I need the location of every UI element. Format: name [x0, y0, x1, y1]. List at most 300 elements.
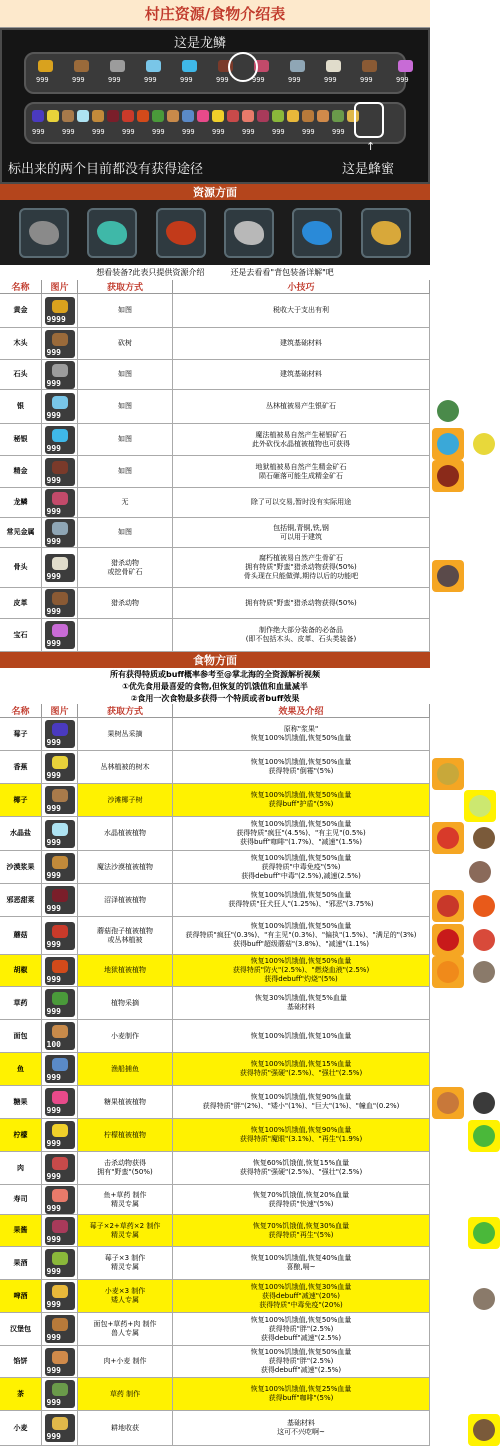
item-sprite — [52, 396, 68, 409]
item-name: 胡椒 — [0, 955, 42, 986]
resource-banner: 资源方面 — [0, 184, 430, 200]
effect-text: 恢复100%饥饿值,恢复50%血量 获得特质"胖"(2.5%) 获得debuff"减速"(2.5%) — [173, 1313, 430, 1345]
item-icon — [45, 786, 75, 814]
food-table-header — [0, 704, 430, 718]
item-image — [42, 884, 78, 916]
effect-icon-column — [430, 0, 500, 1448]
table-row — [0, 488, 430, 518]
food-chip-icon — [212, 110, 224, 122]
effect-text: 恢复100%饥饿值,恢复30%血量 获得debuff"减速"(20%) 获得特质"中毒免疫"(20%) — [173, 1280, 430, 1312]
item-name: 银 — [0, 390, 42, 423]
header-name: 名称 — [0, 280, 42, 293]
resource-chip-count: 999 — [396, 76, 409, 84]
strong-arm-icon — [468, 1087, 500, 1119]
item-image — [42, 1247, 78, 1279]
item-name: 莓子 — [0, 718, 42, 750]
item-sprite — [52, 522, 68, 535]
resource-chip-icon — [182, 60, 197, 72]
item-sprite — [52, 592, 68, 605]
food-chip-icon — [137, 110, 149, 122]
item-icon — [45, 1414, 75, 1442]
tortoise-icon-2-shape — [473, 1288, 495, 1310]
tortoise-icon — [468, 956, 500, 988]
acquire-method: 猎杀动物 或挖骨矿石 — [78, 548, 173, 587]
acquire-method: 无 — [78, 488, 173, 517]
demon-icon-shape — [437, 895, 459, 917]
item-count: 999 — [46, 771, 61, 780]
table-row — [0, 548, 430, 588]
item-sprite — [52, 429, 68, 442]
item-image — [42, 851, 78, 883]
table-row — [0, 1119, 430, 1152]
item-count: 999 — [46, 443, 61, 453]
acquire-method: 如图 — [78, 424, 173, 455]
fire-icon-shape — [473, 895, 495, 917]
table-row — [0, 987, 430, 1020]
item-count: 999 — [46, 804, 61, 813]
food-chip-icon — [122, 110, 134, 122]
resource-table — [0, 294, 430, 652]
item-sprite — [52, 723, 68, 736]
table-row — [0, 588, 430, 619]
tip-text: 税收大于支出有利 — [173, 294, 430, 327]
mithril-ore-icon — [292, 208, 342, 258]
item-icon — [45, 1186, 75, 1214]
acquire-method: 莓子×2+草药×2 制作 精灵专属 — [78, 1215, 173, 1246]
food-chip-icon — [257, 110, 269, 122]
item-sprite — [52, 333, 68, 346]
resource-chip-icon — [362, 60, 377, 72]
resource-chip-icon — [38, 60, 53, 72]
item-icon — [45, 1121, 75, 1149]
item-count: 999 — [46, 536, 61, 546]
table-row — [0, 955, 430, 987]
acquire-method: 面包+草药+肉 制作 兽人专属 — [78, 1313, 173, 1345]
item-sprite — [52, 624, 68, 637]
item-sprite — [52, 823, 68, 836]
intro-line: ②食用一次食物最多获得一个特质或者buff效果 — [130, 694, 300, 703]
item-name: 蘑菇 — [0, 917, 42, 954]
item-count: 999 — [46, 410, 61, 420]
resource-chip-count: 999 — [216, 76, 229, 84]
tip-text: 拥有特质"野蛮"猎杀动物获得(50%) — [173, 588, 430, 618]
item-name: 石头 — [0, 360, 42, 389]
item-image — [42, 784, 78, 816]
item-sprite — [52, 461, 68, 474]
item-sprite — [52, 1124, 68, 1137]
resource-chip-count: 999 — [324, 76, 337, 84]
table-row — [0, 917, 430, 955]
food-chip-icon — [92, 110, 104, 122]
item-sprite — [52, 1157, 68, 1170]
header-method: 获取方式 — [78, 280, 173, 293]
leaf-icon-2-shape — [473, 1222, 495, 1244]
acquire-method: 小麦×3 制作 矮人专属 — [78, 1280, 173, 1312]
item-count: 999 — [46, 1073, 61, 1082]
table-row — [0, 1020, 430, 1053]
item-sprite — [52, 300, 68, 313]
header-image: 图片 — [42, 704, 78, 717]
item-name: 鱼 — [0, 1053, 42, 1085]
table-row — [0, 1346, 430, 1378]
food-chip-icon — [227, 110, 239, 122]
food-chip-icon — [317, 110, 329, 122]
item-count: 9999 — [46, 314, 66, 324]
table-row — [0, 784, 430, 817]
food-chip-icon — [302, 110, 314, 122]
table-row — [0, 1280, 430, 1313]
food-chip-icon — [272, 110, 284, 122]
coffee-cup-icon-2-shape — [473, 1419, 495, 1441]
tip-text: 建筑基础材料 — [173, 328, 430, 359]
item-count: 999 — [46, 1139, 61, 1148]
effect-text: 恢复100%饥饿值,恢复10%血量 — [173, 1020, 430, 1052]
table-row — [0, 1215, 430, 1247]
effect-text: 恢复100%饥饿值,恢复50%血量 获得buff"护盾"(5%) — [173, 784, 430, 816]
tortoise-icon-2 — [468, 1283, 500, 1315]
tip-text: 丛林植被易产生银矿石 — [173, 390, 430, 423]
item-count: 999 — [46, 378, 61, 388]
note-right: 还是去看看"背包装备详解"吧 — [230, 268, 334, 277]
item-icon — [45, 1380, 75, 1408]
table-row — [0, 518, 430, 548]
table-row — [0, 360, 430, 390]
hell-sprout-icon-shape — [437, 465, 459, 487]
item-image — [42, 1280, 78, 1312]
item-icon — [45, 1249, 75, 1277]
item-image — [42, 488, 78, 517]
demon-icon — [432, 890, 464, 922]
flame-icon-shape — [437, 961, 459, 983]
item-icon — [45, 1282, 75, 1310]
item-image — [42, 718, 78, 750]
item-icon — [45, 519, 75, 547]
item-sprite — [52, 1252, 68, 1265]
food-table — [0, 718, 430, 1446]
header-effect: 效果及介绍 — [173, 704, 430, 717]
acquire-method: 如图 — [78, 294, 173, 327]
table-row — [0, 619, 430, 652]
table-row — [0, 1313, 430, 1346]
item-name: 香蕉 — [0, 751, 42, 783]
item-sprite — [52, 1417, 68, 1430]
iron-ore-icon-shape — [234, 221, 264, 245]
item-name: 骨头 — [0, 548, 42, 587]
item-count: 999 — [46, 939, 61, 949]
effect-text: 恢复100%饥饿值,恢复50%血量 获得特质"胖"(2.5%) 获得debuff"减速"(2.5%) — [173, 1346, 430, 1377]
item-sprite — [52, 1383, 68, 1396]
item-image — [42, 1378, 78, 1410]
item-count: 999 — [46, 1007, 61, 1016]
item-icon — [45, 361, 75, 389]
effect-text: 恢复100%饥饿值,恢复90%血量 获得特质"胖"(2%)、"矮小"(1%)、"巨大"(1%)、"幢血"(0.2%) — [173, 1086, 430, 1118]
coconut-bubble-icon-shape — [469, 795, 491, 817]
item-image — [42, 548, 78, 587]
item-icon — [45, 720, 75, 748]
item-icon — [45, 1315, 75, 1343]
item-icon — [45, 1217, 75, 1245]
ore-icon-bar — [0, 200, 430, 265]
table-row — [0, 718, 430, 751]
item-sprite — [52, 789, 68, 802]
food-chip-icon — [287, 110, 299, 122]
acquire-method: 沙滩椰子树 — [78, 784, 173, 816]
item-image — [42, 456, 78, 487]
tortoise-icon-shape — [473, 961, 495, 983]
silver-tree-icon-shape — [437, 400, 459, 422]
acquire-method: 小麦制作 — [78, 1020, 173, 1052]
item-image — [42, 1119, 78, 1151]
banana-tree-icon-shape — [437, 763, 459, 785]
item-sprite — [52, 889, 68, 902]
item-sprite — [52, 992, 68, 1005]
item-count: 999 — [46, 1106, 61, 1115]
table-row — [0, 1378, 430, 1411]
crystal-ore-icon — [87, 208, 137, 258]
item-count: 100 — [46, 1040, 61, 1049]
item-sprite — [52, 492, 68, 505]
effect-text: 恢复30%饥饿值,恢复5%血量 基础材料 — [173, 987, 430, 1019]
item-icon — [45, 989, 75, 1017]
item-count: 999 — [46, 1203, 61, 1213]
item-icon — [45, 393, 75, 421]
item-count: 999 — [46, 871, 61, 880]
crystal-icon-shape — [437, 433, 459, 455]
table-row — [0, 1086, 430, 1119]
food-chip-icon — [167, 110, 179, 122]
food-chip-count: 999 — [242, 128, 255, 136]
item-name: 宝石 — [0, 619, 42, 651]
acquire-method: 耕地收获 — [78, 1411, 173, 1445]
item-icon — [45, 458, 75, 486]
mushroom-hat-icon — [464, 856, 496, 888]
item-image — [42, 360, 78, 389]
item-name: 精金 — [0, 456, 42, 487]
tip-text: 地狱植被易自然产生精金矿石 陨石砸落可能生成精金矿石 — [173, 456, 430, 487]
item-icon — [45, 753, 75, 781]
item-sprite — [52, 856, 68, 869]
item-sprite — [52, 1285, 68, 1298]
gold-ore-icon-shape — [371, 221, 401, 245]
red-eye-icon — [432, 924, 464, 956]
food-chip-count: 999 — [92, 128, 105, 136]
acquire-method: 猎杀动物 — [78, 588, 173, 618]
food-chip-count: 999 — [332, 128, 345, 136]
item-sprite — [52, 1318, 68, 1331]
item-image — [42, 518, 78, 547]
item-sprite — [52, 1058, 68, 1071]
item-icon — [45, 853, 75, 881]
item-image — [42, 751, 78, 783]
resource-chip-count: 999 — [108, 76, 121, 84]
item-sprite — [52, 1025, 68, 1038]
tip-text: 包括铜,青铜,铁,钢 可以用于建筑 — [173, 518, 430, 547]
item-image — [42, 1053, 78, 1085]
item-image — [42, 1313, 78, 1345]
item-image — [42, 390, 78, 423]
effect-text: 恢复100%饥饿值,恢复50%血量 获得特质"狂犬狂人"(1.25%)、"邪恶"(3.75%) — [173, 884, 430, 916]
effect-text: 恢复70%饥饿值,恢复30%血量 获得特质"再生"(5%) — [173, 1215, 430, 1246]
effect-text: 基础材料 这可不兴吃啊~ — [173, 1411, 430, 1445]
item-name: 果酱 — [0, 1215, 42, 1246]
item-icon — [45, 1055, 75, 1083]
item-sprite — [52, 756, 68, 769]
item-image — [42, 294, 78, 327]
food-chip-count: 999 — [152, 128, 165, 136]
food-chip-icon — [242, 110, 254, 122]
item-name: 邪恶甜菜 — [0, 884, 42, 916]
item-count: 999 — [46, 1432, 61, 1441]
acquire-method: 柠檬植被植物 — [78, 1119, 173, 1151]
stone-ore-icon — [19, 208, 69, 258]
silver-tree-icon — [432, 395, 464, 427]
item-count: 999 — [46, 571, 61, 581]
coconut-bubble-icon — [464, 790, 496, 822]
food-chip-count: 999 — [62, 128, 75, 136]
item-icon — [45, 957, 75, 985]
acquire-method: 莓子×3 制作 精灵专属 — [78, 1247, 173, 1279]
item-icon — [45, 820, 75, 848]
coffee-cup-icon-2 — [468, 1414, 500, 1446]
effect-text: 恢复100%饥饿值,恢复50%血量 获得特质"疯狂"(4.5%)、"有主见"(0.5%) 获得buff"咖啡"(1.7%)、"减速"(1.5%) — [173, 817, 430, 850]
item-name: 茶 — [0, 1378, 42, 1410]
item-sprite — [52, 1220, 68, 1233]
resource-chip-icon — [326, 60, 341, 72]
item-icon — [45, 621, 75, 649]
iron-ore-icon — [224, 208, 274, 258]
food-chip-count: 999 — [32, 128, 45, 136]
header-name: 名称 — [0, 704, 42, 717]
item-image — [42, 1346, 78, 1377]
food-chip-count: 999 — [212, 128, 225, 136]
effect-text: 恢复100%饥饿值,恢复15%血量 获得特质"强硬"(2.5%)、"强壮"(2.5%) — [173, 1053, 430, 1085]
fire-icon — [468, 890, 500, 922]
table-row — [0, 884, 430, 917]
item-image — [42, 1020, 78, 1052]
item-name: 肉 — [0, 1152, 42, 1184]
item-count: 999 — [46, 475, 61, 485]
item-count: 999 — [46, 607, 61, 616]
resource-chip-count: 999 — [144, 76, 157, 84]
table-row — [0, 817, 430, 851]
food-chip-count: 999 — [272, 128, 285, 136]
acquire-method: 砍树 — [78, 328, 173, 359]
mushroom-hat-icon-shape — [469, 861, 491, 883]
item-name: 糖果 — [0, 1086, 42, 1118]
hell-ore-icon — [156, 208, 206, 258]
item-count: 999 — [46, 1234, 61, 1244]
effect-text: 恢复70%饥饿值,恢复20%血量 获得特质"快速"(5%) — [173, 1185, 430, 1214]
table-row — [0, 851, 430, 884]
item-count: 999 — [46, 1333, 61, 1342]
acquire-method — [78, 619, 173, 651]
food-chip-icon — [62, 110, 74, 122]
leaf-icon — [468, 1120, 500, 1152]
item-name: 汉堡包 — [0, 1313, 42, 1345]
note-left: 想看装备?此表只提供资源介绍 — [96, 268, 205, 277]
food-chip-icon — [332, 110, 344, 122]
item-sprite — [52, 960, 68, 973]
effect-text: 恢复60%饥饿值,恢复15%血量 获得特质"强硬"(2.5%)、"强壮"(2.5%) — [173, 1152, 430, 1184]
coffee-cup-icon-shape — [473, 827, 495, 849]
acquire-method: 果树丛采摘 — [78, 718, 173, 750]
item-sprite — [52, 1351, 68, 1364]
acquire-method: 草药 制作 — [78, 1378, 173, 1410]
item-sprite — [52, 1091, 68, 1104]
dragon-scale-highlight — [228, 52, 258, 82]
item-image — [42, 588, 78, 618]
item-name: 秘银 — [0, 424, 42, 455]
resource-chip-icon — [146, 60, 161, 72]
acquire-method: 肉+小麦 制作 — [78, 1346, 173, 1377]
effect-text: 恢复100%饥饿值,恢复50%血量 获得特质"中毒免疫"(5%) 获得debuff"中毒"(2.5%),减速(2.5%) — [173, 851, 430, 883]
effect-text: 恢复100%饥饿值,恢复40%血量 喜酿,嗝~ — [173, 1247, 430, 1279]
item-image — [42, 328, 78, 359]
item-icon — [45, 1022, 75, 1050]
item-name: 水晶盐 — [0, 817, 42, 850]
food-chip-icon — [32, 110, 44, 122]
table-row — [0, 294, 430, 328]
food-chip-count: 999 — [182, 128, 195, 136]
flame-icon — [432, 956, 464, 988]
item-count: 999 — [46, 1172, 61, 1181]
bone-rock-icon-shape — [437, 565, 459, 587]
intro-line: ①优先食用最喜爱的食物,但恢复的饥饿值和血量减半 — [122, 682, 308, 691]
resource-table-header — [0, 280, 430, 294]
leaf-icon-2 — [468, 1217, 500, 1249]
item-image — [42, 955, 78, 986]
acquire-method: 魔法沙漠植被植物 — [78, 851, 173, 883]
resource-chip-count: 999 — [288, 76, 301, 84]
resource-chip-count: 999 — [36, 76, 49, 84]
mushroom-icon — [468, 924, 500, 956]
crystal-ore-icon-shape — [97, 221, 127, 245]
tip-text: 制作绝大部分装备的必备品 (即不包括木头、皮革、石头类装备) — [173, 619, 430, 651]
item-sprite — [52, 925, 68, 938]
resource-chip-count: 999 — [360, 76, 373, 84]
item-icon — [45, 589, 75, 617]
hell-ore-icon-shape — [166, 221, 196, 245]
arrow-up-icon: ↑ — [366, 140, 376, 153]
item-name: 柠檬 — [0, 1119, 42, 1151]
crystal-eye-icon — [432, 822, 464, 854]
food-chip-icon — [182, 110, 194, 122]
item-image — [42, 619, 78, 651]
lemon-icon — [468, 428, 500, 460]
item-icon — [45, 330, 75, 358]
item-name: 龙鳞 — [0, 488, 42, 517]
tip-text: 除了可以交易,暂时没有实际用途 — [173, 488, 430, 517]
item-name: 黄金 — [0, 294, 42, 327]
item-name: 馅饼 — [0, 1346, 42, 1377]
mithril-ore-icon-shape — [302, 221, 332, 245]
table-row — [0, 328, 430, 360]
table-row — [0, 1247, 430, 1280]
item-name: 椰子 — [0, 784, 42, 816]
item-icon — [45, 1088, 75, 1116]
table-row — [0, 1053, 430, 1086]
item-name: 沙漠浆果 — [0, 851, 42, 883]
item-icon — [45, 886, 75, 914]
acquire-method: 渔船捕鱼 — [78, 1053, 173, 1085]
item-image — [42, 917, 78, 954]
acquire-method: 地狱植被植物 — [78, 955, 173, 986]
item-name: 常见金属 — [0, 518, 42, 547]
resource-chip-count: 999 — [180, 76, 193, 84]
resource-chip-icon — [398, 60, 413, 72]
acquire-method: 如图 — [78, 518, 173, 547]
item-icon — [45, 489, 75, 517]
